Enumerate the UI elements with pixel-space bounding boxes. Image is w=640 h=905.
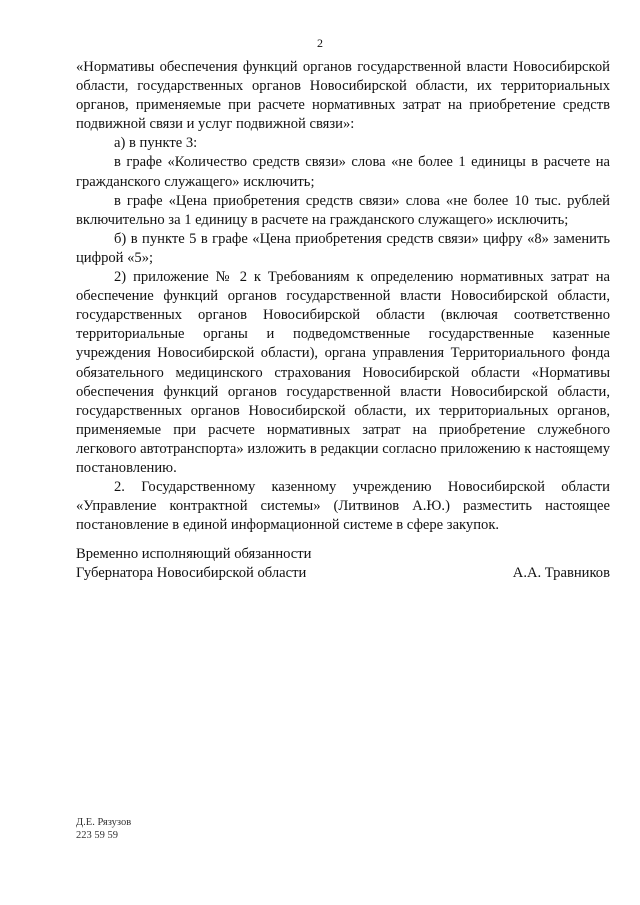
document-body xyxy=(76,58,610,535)
signature-block xyxy=(76,545,610,583)
paragraph: б) в пункте 5 в графе «Цена приобретения средств связи» цифру «8» заменить цифрой «5»; xyxy=(76,230,610,266)
paragraph: 2) приложение № 2 к Требованиям к определению нормативных затрат на обеспечение функций органов государственной власти Новосибирской области, государственных органов Новосибирской области (включая соответственно территориальные органы и подведомственные государственные казенные учреждения Новосибирской области), органа управления Территориального фонда обязательного медицинского страхования Новосибирской области «Нормативы обеспечения функций органов государственной власти Новосибирской области, государственных органов Новосибирской области, их территориальных органов, применяемые при расчете нормативных затрат на приобретение служебного легкового автотранспорта» изложить в редакции согласно приложению к настоящему постановлению. xyxy=(76,269,610,476)
signatory-title-line2: Губернатора Новосибирской области xyxy=(76,565,307,582)
paragraph: в графе «Цена приобретения средств связи» слова «не более 10 тыс. рублей включительно за 1 единицу в расчете на гражданского служащего» исключить; xyxy=(76,192,610,228)
author-name: Д.Е. Рязузов xyxy=(76,817,132,828)
paragraph: в графе «Количество средств связи» слова «не более 1 единицы в расчете на гражданского служащего» исключить; xyxy=(76,154,610,190)
page-number: 2 xyxy=(317,36,323,50)
paragraph: «Нормативы обеспечения функций органов государственной власти Новосибирской области, государственных органов Новосибирской области, их территориальных органов, применяемые при расчете нормативных затрат на приобретение средств подвижной связи и услуг подвижной связи»: xyxy=(76,59,610,133)
paragraph: а) в пункте 3: xyxy=(114,135,198,152)
author-phone: 223 59 59 xyxy=(76,830,118,841)
signatory-name: А.А. Травников xyxy=(512,565,610,582)
footer xyxy=(76,816,131,842)
signatory-title-line1: Временно исполняющий обязанности xyxy=(76,546,312,562)
paragraph: 2. Государственному казенному учреждению Новосибирской области «Управление контрактной системы» (Литвинов А.Ю.) разместить настоящее постановление в единой информационной системе в сфере закупок. xyxy=(76,479,610,534)
